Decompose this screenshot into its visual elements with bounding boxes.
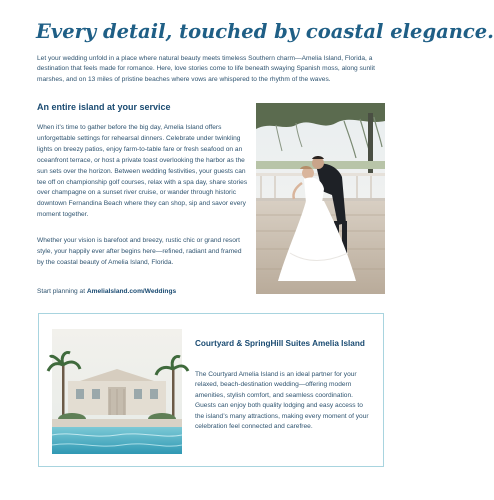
weddings-link[interactable]: AmeliaIsland.com/Weddings xyxy=(86,288,177,295)
body-paragraph-vision: Whether your vision is barefoot and breezy, rustic chic or grand resort style, your happily ever after begins here—refined, radiant and framed by the coastal beauty of Amelia Island, Florida. xyxy=(37,237,242,266)
hotel-pool-illustration xyxy=(52,329,182,454)
call-to-action xyxy=(37,287,257,297)
hotel-feature-card xyxy=(38,313,384,467)
section-heading: An entire island at your service xyxy=(37,102,171,112)
wedding-couple-illustration xyxy=(256,103,385,294)
body-paragraph-rehearsal: When it’s time to gather before the big day, Amelia Island offers unforgettable settings for rehearsal dinners. Celebrate under twinkling lights on breezy patios, enjoy farm-to-table fare or fresh seafood on an oceanfront terrace, or host a private toast overlooking the harbor as the sun sets over the horizon. Between wedding festivities, your guests can tee off on championship golf courses, relax with a spa day, share stories over champagne on a sunset river cruise, or wander through historic downtown Fernandina Beach where they can shop, sip and savor every moment together. xyxy=(37,124,248,219)
page-headline: Every detail, touched by coastal elegance. xyxy=(36,20,494,43)
cta-prefix: Start planning at xyxy=(37,288,87,295)
intro-paragraph: Let your wedding unfold in a place where natural beauty meets timeless Southern charm—Amelia Island, Florida, a destination that feels made for romance. Here, love stories come to life beneath swaying Spanish moss, along sunlit marshes, and on 13 miles of pristine beaches where vows are whispered to the rhythm of the waves. xyxy=(37,55,375,83)
wedding-couple-photo xyxy=(256,103,385,294)
hotel-title: Courtyard & SpringHill Suites Amelia Island xyxy=(195,339,365,348)
hotel-pool-photo xyxy=(52,329,182,454)
hotel-description: The Courtyard Amelia Island is an ideal partner for your relaxed, beach-destination wedding—offering modern amenities, stylish comfort, and seamless coordination. Guests can enjoy both quality lodging and easy access to the island’s many attractions, making every moment of your celebration feel connected and carefree. xyxy=(195,371,369,431)
